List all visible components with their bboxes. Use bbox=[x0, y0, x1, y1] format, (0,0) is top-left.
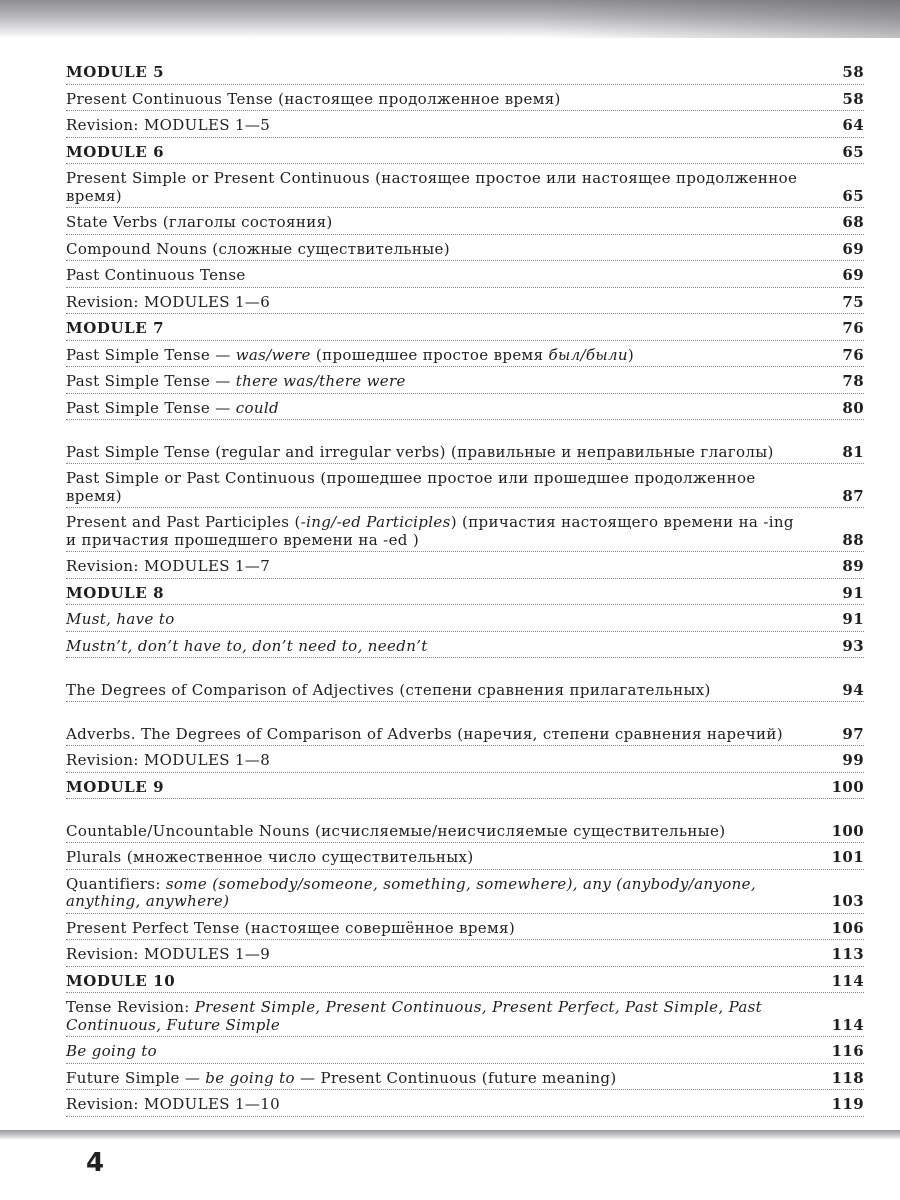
toc-entry-title-part: MODULE 5 bbox=[66, 63, 165, 81]
toc-entry-title-italic: Mustn’t, don’t have to, don’t need to, needn’t bbox=[66, 636, 428, 655]
toc-page-number: 87 bbox=[842, 486, 864, 505]
toc-module-heading bbox=[66, 58, 864, 85]
toc-page-number: 103 bbox=[831, 892, 864, 910]
toc-page-number: 93 bbox=[842, 636, 864, 655]
toc-entry-title-italic: Must, have to bbox=[66, 610, 175, 628]
toc-page-number: 65 bbox=[842, 186, 864, 205]
toc-entry-title-part: Plurals (множественное число существительных) bbox=[66, 848, 474, 866]
toc-entry-title-part: Present and Past Participles ( bbox=[66, 513, 301, 531]
toc-entry-title bbox=[66, 585, 824, 603]
toc-page-number: 119 bbox=[831, 1095, 864, 1113]
toc-entry bbox=[66, 746, 864, 773]
toc-entry-title bbox=[66, 611, 824, 629]
toc-entry-title-part: Present Continuous Tense (настоящее продолженное время) bbox=[66, 89, 561, 108]
toc-entry bbox=[66, 261, 864, 288]
toc-entry bbox=[66, 702, 864, 746]
toc-entry-title-part: MODULE 8 bbox=[66, 583, 165, 602]
toc-entry-title-part: Past Continuous Tense bbox=[66, 266, 246, 284]
toc-entry bbox=[66, 870, 864, 914]
toc-entry-title bbox=[66, 973, 824, 991]
toc-entry-title bbox=[66, 91, 824, 109]
toc-entry-title bbox=[66, 638, 824, 656]
toc-entry-title-part: Past Simple Tense (regular and irregular verbs) (правильные и неправильные глаголы) bbox=[66, 442, 774, 461]
toc-page-number: 65 bbox=[842, 142, 864, 161]
toc-entry bbox=[66, 164, 864, 208]
toc-entry bbox=[66, 208, 864, 235]
toc-entry-title bbox=[66, 373, 824, 391]
toc-entry-title bbox=[66, 1070, 824, 1088]
toc-page-number: 68 bbox=[842, 213, 864, 231]
toc-entry-title-italic: some (somebody/someone, something, somewhere), any (anybody/anyone, anything, anywhere) bbox=[66, 874, 756, 910]
toc-entry-title bbox=[66, 558, 824, 576]
toc-entry-title-part: MODULE 7 bbox=[66, 319, 165, 337]
toc-entry bbox=[66, 288, 864, 315]
toc-entry-title-part: MODULE 9 bbox=[66, 777, 165, 796]
toc-page-number: 94 bbox=[842, 680, 864, 699]
toc-entry bbox=[66, 658, 864, 702]
toc-page-number: 116 bbox=[831, 1042, 864, 1060]
toc-entry bbox=[66, 552, 864, 579]
toc-page-number: 76 bbox=[842, 345, 864, 364]
toc-entry-title-part: Revision: MODULES 1—5 bbox=[66, 116, 271, 134]
toc-page-number: 76 bbox=[842, 319, 864, 337]
toc-entry-title bbox=[66, 294, 824, 312]
toc-page-number: 89 bbox=[842, 557, 864, 575]
toc-entry-title-part: MODULE 10 bbox=[66, 971, 176, 990]
toc-entry-title-part: ) bbox=[627, 345, 635, 364]
toc-entry-title bbox=[66, 682, 824, 700]
toc-entry-title-part: MODULE 6 bbox=[66, 142, 165, 161]
toc-module-heading bbox=[66, 314, 864, 341]
toc-page-number: 91 bbox=[842, 610, 864, 628]
toc-entry-title-part: Present Perfect Tense (настоящее совершённое время) bbox=[66, 918, 516, 937]
toc-entry-title-part: Quantifiers: bbox=[66, 874, 166, 893]
toc-module-heading bbox=[66, 579, 864, 606]
toc-entry-title-italic: be going to bbox=[205, 1068, 295, 1087]
toc-entry-title bbox=[66, 726, 824, 744]
toc-entry bbox=[66, 394, 864, 421]
toc-entry-title-part: ) (причастия настоящего времени на -ing и причастия прошедшего времени на -ed ) bbox=[66, 513, 794, 549]
toc-entry-title bbox=[66, 752, 824, 770]
toc-entry bbox=[66, 1090, 864, 1117]
toc-entry-title bbox=[66, 1043, 824, 1061]
toc-entry-title-part: Revision: MODULES 1—7 bbox=[66, 557, 271, 575]
toc-entry-title bbox=[66, 779, 824, 797]
toc-page-number: 114 bbox=[831, 971, 864, 990]
toc-entry-title-italic: could bbox=[235, 398, 279, 417]
table-of-contents bbox=[66, 58, 864, 1117]
toc-entry-title bbox=[66, 400, 824, 418]
toc-entry-title-italic: was/were bbox=[235, 345, 311, 364]
toc-entry-title-italic: Present Simple, Present Continuous, Present Perfect, Past Simple, Past Continuous, Future Simple bbox=[66, 998, 763, 1034]
toc-entry bbox=[66, 420, 864, 464]
toc-entry-title bbox=[66, 1096, 824, 1114]
toc-entry bbox=[66, 464, 864, 508]
toc-page-number: 91 bbox=[842, 583, 864, 602]
page-bottom-band bbox=[0, 1130, 900, 1140]
toc-entry-title-part: Present Simple or Present Continuous (настоящее простое или настоящее продолженное время) bbox=[66, 169, 798, 205]
toc-entry-title-part: (прошедшее простое время bbox=[310, 345, 549, 364]
toc-entry-title bbox=[66, 444, 824, 462]
toc-entry-title bbox=[66, 514, 824, 549]
toc-entry bbox=[66, 508, 864, 552]
toc-entry-title-part: Future Simple — bbox=[66, 1068, 206, 1087]
toc-page-number: 58 bbox=[842, 63, 864, 81]
toc-entry-title bbox=[66, 849, 824, 867]
toc-module-heading bbox=[66, 967, 864, 994]
toc-entry bbox=[66, 632, 864, 659]
toc-entry-title bbox=[66, 999, 824, 1034]
toc-page-number: 106 bbox=[831, 918, 864, 937]
toc-entry bbox=[66, 605, 864, 632]
toc-page-number: 114 bbox=[831, 1015, 864, 1034]
toc-module-heading bbox=[66, 138, 864, 165]
toc-page-number: 64 bbox=[842, 116, 864, 134]
toc-entry-title-italic: был/были bbox=[548, 345, 628, 364]
toc-entry-title-part: Past Simple Tense — bbox=[66, 372, 236, 390]
toc-entry-title-part: Adverbs. The Degrees of Comparison of Adverbs (наречия, степени сравнения наречий) bbox=[66, 724, 783, 743]
toc-entry bbox=[66, 235, 864, 262]
toc-entry-title bbox=[66, 64, 824, 82]
toc-page-number: 78 bbox=[842, 372, 864, 390]
toc-entry-title-part: Tense Revision: bbox=[66, 998, 195, 1016]
toc-entry bbox=[66, 1064, 864, 1091]
toc-entry-title-italic: there was/there were bbox=[235, 372, 406, 390]
toc-page-number: 97 bbox=[842, 724, 864, 743]
toc-page-number: 75 bbox=[842, 292, 864, 311]
toc-entry-title bbox=[66, 470, 824, 505]
toc-entry-title bbox=[66, 117, 824, 135]
toc-page-number: 99 bbox=[842, 751, 864, 769]
toc-module-heading bbox=[66, 773, 864, 800]
toc-entry-title-italic: Be going to bbox=[66, 1042, 158, 1060]
toc-page-number: 69 bbox=[842, 266, 864, 284]
toc-entry bbox=[66, 940, 864, 967]
toc-entry-title-part: Past Simple Tense — bbox=[66, 345, 236, 364]
toc-entry-title-part: Revision: MODULES 1—6 bbox=[66, 292, 271, 311]
toc-entry bbox=[66, 341, 864, 368]
toc-page-number: 113 bbox=[831, 945, 864, 963]
toc-entry-title bbox=[66, 214, 824, 232]
toc-entry-title-italic: -ing/-ed Participles bbox=[300, 513, 451, 531]
toc-entry-title-part: Revision: MODULES 1—8 bbox=[66, 751, 271, 769]
toc-entry-title-part: — Present Continuous (future meaning) bbox=[294, 1068, 617, 1087]
toc-entry-title-part: Countable/Uncountable Nouns (исчисляемые/неисчисляемые существительные) bbox=[66, 821, 726, 840]
toc-entry-title bbox=[66, 241, 824, 259]
toc-entry-title bbox=[66, 320, 824, 338]
toc-entry bbox=[66, 843, 864, 870]
toc-entry-title bbox=[66, 823, 824, 841]
page-number: 4 bbox=[86, 1148, 105, 1178]
toc-entry-title-part: The Degrees of Comparison of Adjectives (степени сравнения прилагательных) bbox=[66, 680, 711, 699]
toc-entry bbox=[66, 914, 864, 941]
toc-entry-title-part: Compound Nouns (сложные существительные) bbox=[66, 239, 450, 258]
toc-entry bbox=[66, 111, 864, 138]
toc-page-number: 69 bbox=[842, 239, 864, 258]
toc-entry-title bbox=[66, 170, 824, 205]
toc-entry-title bbox=[66, 920, 824, 938]
toc-entry-title-part: State Verbs (глаголы состояния) bbox=[66, 213, 333, 231]
toc-page-number: 118 bbox=[831, 1068, 864, 1087]
toc-entry bbox=[66, 799, 864, 843]
toc-entry-title bbox=[66, 144, 824, 162]
toc-page-number: 101 bbox=[831, 848, 864, 866]
toc-page-number: 58 bbox=[842, 89, 864, 108]
toc-entry bbox=[66, 1037, 864, 1064]
toc-entry-title bbox=[66, 267, 824, 285]
toc-entry-title-part: Revision: MODULES 1—9 bbox=[66, 945, 271, 963]
toc-entry bbox=[66, 85, 864, 112]
toc-entry-title-part: Revision: MODULES 1—10 bbox=[66, 1095, 281, 1113]
toc-entry-title-part: Past Simple or Past Continuous (прошедшее простое или прошедшее продолженное время) bbox=[66, 469, 756, 505]
toc-entry-title bbox=[66, 876, 824, 911]
toc-page-number: 100 bbox=[831, 821, 864, 840]
toc-entry-title bbox=[66, 347, 824, 365]
toc-entry bbox=[66, 367, 864, 394]
toc-page-number: 80 bbox=[842, 398, 864, 417]
page-top-shadow bbox=[0, 0, 900, 38]
toc-page-number: 88 bbox=[842, 530, 864, 549]
toc-page-number: 81 bbox=[842, 442, 864, 461]
toc-entry-title-part: Past Simple Tense — bbox=[66, 398, 236, 417]
toc-entry-title bbox=[66, 946, 824, 964]
toc-entry bbox=[66, 993, 864, 1037]
toc-page-number: 100 bbox=[831, 777, 864, 796]
